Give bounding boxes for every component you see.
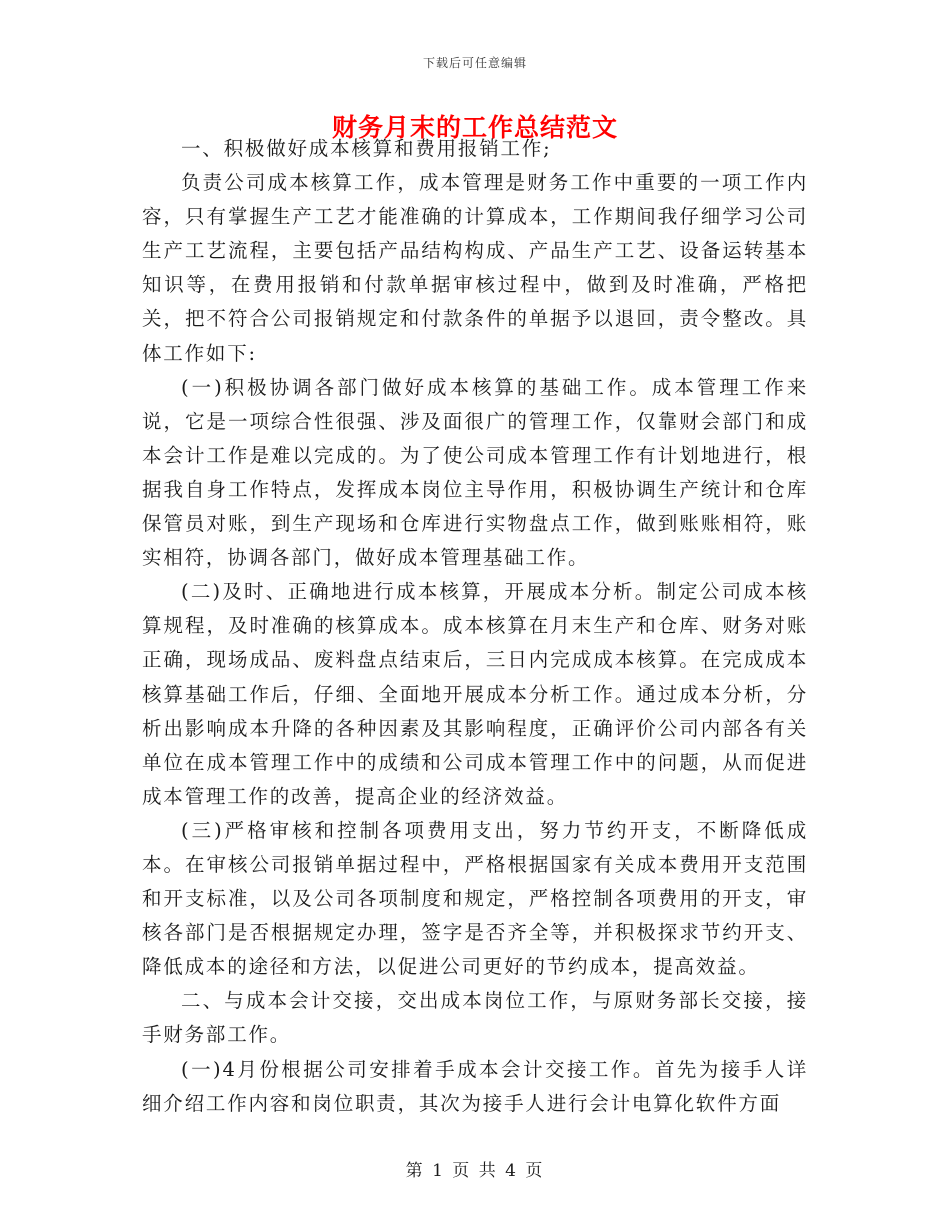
paragraph-intro: 负责公司成本核算工作，成本管理是财务工作中重要的一项工作内容，只有掌握生产工艺才能准确的计算成本，工作期间我仔细学习公司生产工艺流程，主要包括产品结构构成、产品生产工艺、设备运转基本知识等，在费用报销和付款单据审核过程中，做到及时准确，严格把关，把不符合公司报销规定和付款条件的单据予以退回，责令整改。具体工作如下: [142, 171, 808, 365]
paragraph-section-2-heading: 二、与成本会计交接，交出成本岗位工作，与原财务部长交接，接手财务部工作。 [142, 989, 808, 1047]
document-title: 财务月末的工作总结范文 [331, 113, 618, 142]
document-body [142, 132, 808, 1121]
page-header-note: 下载后可任意编辑 [422, 56, 527, 70]
paragraph-item-3: (三)严格审核和控制各项费用支出，努力节约开支，不断降低成本。在审核公司报销单据过程中，严格根据国家有关成本费用开支范围和开支标准，以及公司各项制度和规定，严格控制各项费用的开支，审核各部门是否根据规定办理，签字是否齐全等，并积极探求节约开支、降低成本的途径和方法，以促进公司更好的节约成本，提高效益。 [142, 818, 808, 979]
paragraph-section-1-heading: 一、积极做好成本核算和费用报销工作; [181, 137, 552, 160]
page-number-footer: 第 1 页 共 4 页 [405, 1161, 545, 1181]
paragraph-section-2-item-1: (一)4月份根据公司安排着手成本会计交接工作。首先为接手人详细介绍工作内容和岗位职责，其次为接手人进行会计电算化软件方面 [142, 1057, 808, 1115]
paragraph-item-2: (二)及时、正确地进行成本核算，开展成本分析。制定公司成本核算规程，及时准确的核算成本。成本核算在月末生产和仓库、财务对账正确，现场成品、废料盘点结束后，三日内完成成本核算。在完成成本核算基础工作后，仔细、全面地开展成本分析工作。通过成本分析，分析出影响成本升降的各种因素及其影响程度，正确评价公司内部各有关单位在成本管理工作中的成绩和公司成本管理工作中的问题，从而促进成本管理工作的改善，提高企业的经济效益。 [142, 580, 808, 808]
paragraph-item-1: (一)积极协调各部门做好成本核算的基础工作。成本管理工作来说，它是一项综合性很强、涉及面很广的管理工作，仅靠财会部门和成本会计工作是难以完成的。为了使公司成本管理工作有计划地进行，根据我自身工作特点，发挥成本岗位主导作用，积极协调生产统计和仓库保管员对账，到生产现场和仓库进行实物盘点工作，做到账账相符，账实相符，协调各部门，做好成本管理基础工作。 [142, 375, 808, 570]
